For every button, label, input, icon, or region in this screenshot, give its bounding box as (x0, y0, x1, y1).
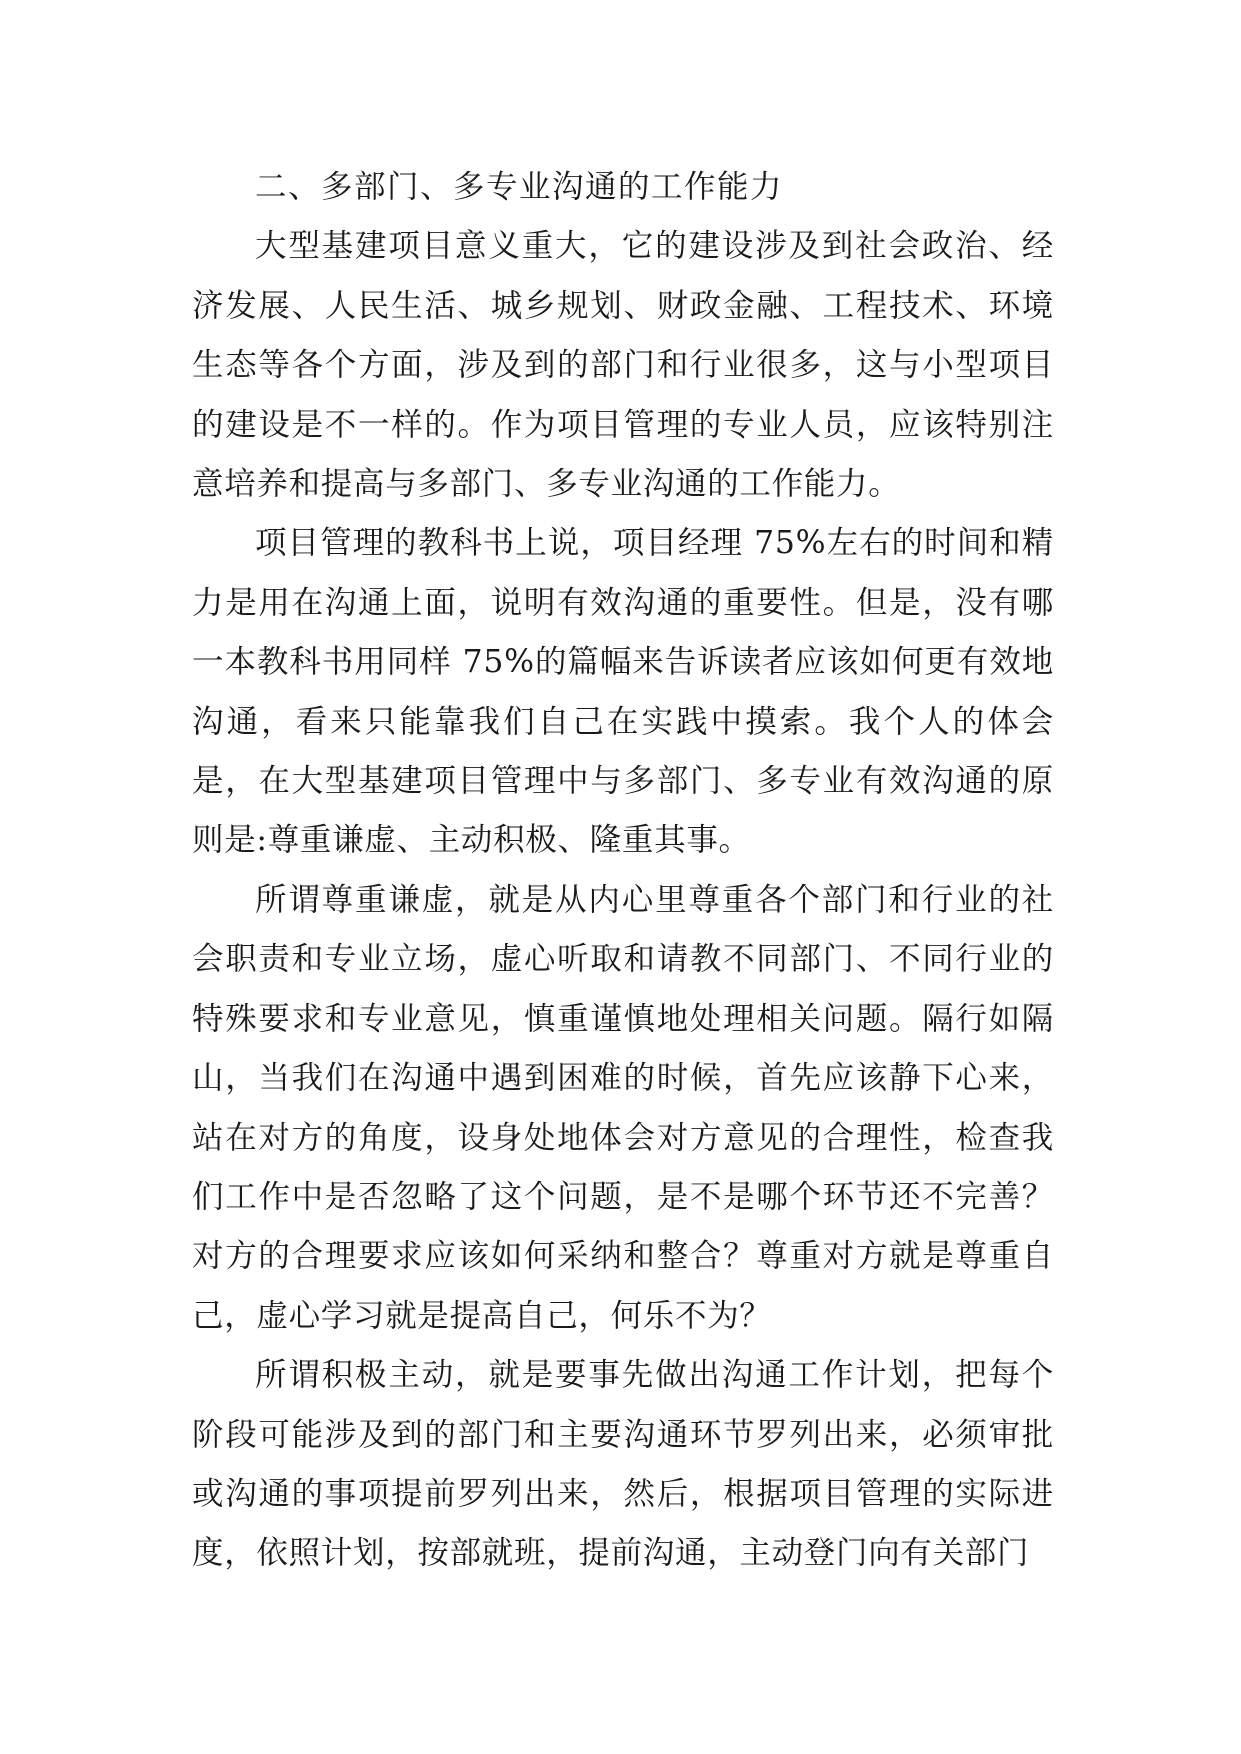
document-body (192, 158, 1054, 1584)
section-heading: 二、多部门、多专业沟通的工作能力 (255, 169, 784, 205)
paragraph-4: 所谓积极主动，就是要事先做出沟通工作计划，把每个阶段可能涉及到的部门和主要沟通环节罗列出来，必须审批或沟通的事项提前罗列出来，然后，根据项目管理的实际进度，依照计划，按部就班，提前沟通，主动登门向有关部门 (192, 1357, 1054, 1572)
paragraph-3: 所谓尊重谦虚，就是从内心里尊重各个部门和行业的社会职责和专业立场，虚心听取和请教不同部门、不同行业的特殊要求和专业意见，慎重谨慎地处理相关问题。隔行如隔山，当我们在沟通中遇到困难的时候，首先应该静下心来，站在对方的角度，设身处地体会对方意见的合理性，检查我们工作中是否忽略了这个问题，是不是哪个环节还不完善？对方的合理要求应该如何采纳和整合？尊重对方就是尊重自己，虚心学习就是提高自己，何乐不为？ (192, 881, 1054, 1334)
paragraph-1: 大型基建项目意义重大，它的建设涉及到社会政治、经济发展、人民生活、城乡规划、财政金融、工程技术、环境生态等各个方面，涉及到的部门和行业很多，这与小型项目的建设是不一样的。作为项目管理的专业人员，应该特别注意培养和提高与多部门、多专业沟通的工作能力。 (192, 228, 1054, 503)
paragraph-2: 项目管理的教科书上说，项目经理 75%左右的时间和精力是用在沟通上面，说明有效沟通的重要性。但是，没有哪一本教科书用同样 75%的篇幅来告诉读者应该如何更有效地沟通，看来只能靠我们自己在实践中摸索。我个人的体会是，在大型基建项目管理中与多部门、多专业有效沟通的原则是:尊重谦虚、主动积极、隆重其事。 (192, 525, 1054, 859)
